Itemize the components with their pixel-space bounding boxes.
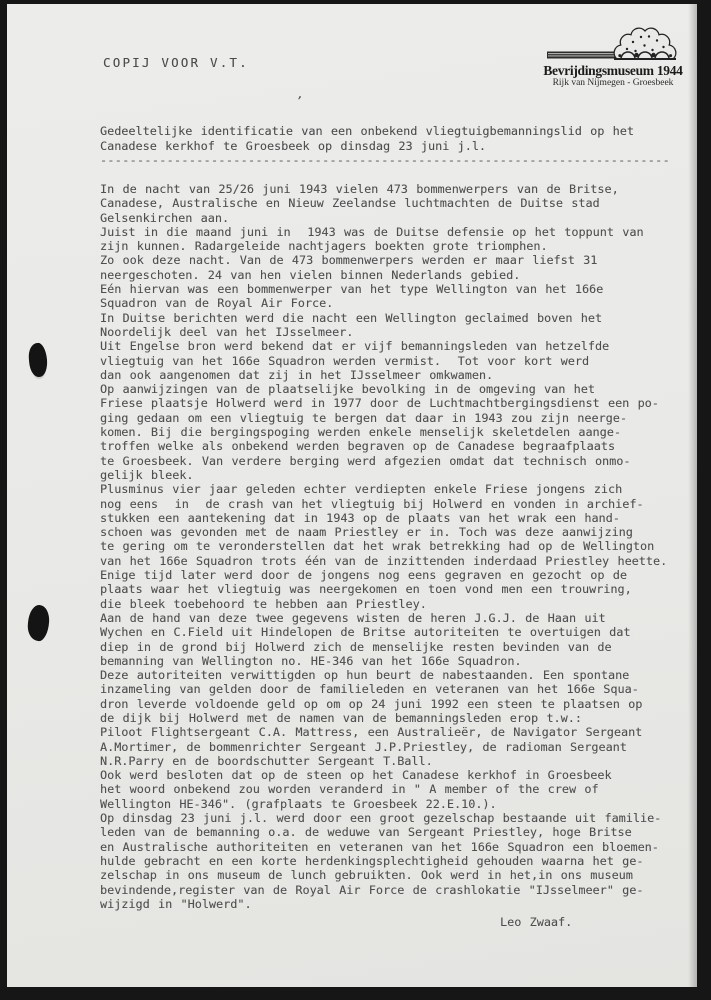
body-text-line: zijn kunnen. Radargeleide nachtjagers boekten grote triomphen. — [100, 239, 548, 254]
body-text-line: hulde gebracht en een korte herdenkingsplechtigheid gehouden waarna het ge- — [100, 853, 644, 868]
body-text-line: Eén hiervan was een bommenwerper van het type Wellington van het 166e — [100, 282, 604, 297]
body-text-line: Plusminus vier jaar geleden echter verdiepten enkele Friese jongens zich — [100, 482, 623, 497]
body-text-line: vliegtuig van het 166e Squadron werden vermist. Tot voor kort werd — [100, 353, 590, 368]
body-text-line: inzameling van gelden door de familieleden en veteranen van het 166e Squa- — [100, 682, 639, 697]
body-text-line: leden van de bemanning o.a. de weduwe van Sergeant Priestley, hoge Britse — [100, 825, 632, 840]
body-text-line: Wellington HE-346". (grafplaats te Groesbeek 22.E.10.). — [100, 796, 497, 811]
document-title-line-1: Gedeeltelijke identificatie van een onbekend vliegtuigbemanningslid op het — [100, 124, 634, 138]
museum-logo — [543, 24, 683, 89]
body-text-line: bemanning van Wellington no. HE-346 van het 166e Squadron. — [100, 653, 522, 668]
body-text-line: neergeschoten. 24 van hen vielen binnen Nederlands gebied. — [100, 267, 521, 282]
body-text-line: Enige tijd later werd door de jongens nog eens gegraven en gezocht op de — [100, 568, 627, 583]
body-text-line: In Duitse berichten werd die nacht een Wellington geclaimed boven het — [100, 310, 603, 325]
body-text-line: gelijk bleek. — [100, 467, 194, 482]
body-text-line: zelschap in ons museum de lunch gebruikten. Ook werd in het,in ons museum — [100, 868, 633, 883]
body-text-line: die bleek toebehoord te hebben aan Priestley. — [100, 596, 427, 611]
body-text-line: Wychen en C.Field uit Hindelopen de Britse autoriteiten te overtuigen dat — [100, 625, 631, 640]
stray-pen-mark: ’ — [293, 93, 304, 109]
museum-dome-icon — [547, 24, 679, 64]
punch-hole-top — [28, 342, 49, 377]
body-text-line: nog eens in de crash van het vliegtuig bij Holwerd en vonden in archief- — [100, 496, 644, 511]
document-title — [100, 124, 670, 167]
body-text-line: Piloot Flightsergeant C.A. Mattress, een Australieër, de Navigator Sergeant — [100, 725, 643, 740]
body-text-line: het woord onbekend zou worden veranderd in " A member of the crew of — [100, 782, 599, 797]
body-text-line: ging gedaan om een vliegtuig te bergen dat daar in 1943 zou zijn neerge- — [100, 410, 627, 425]
museum-logo-title: Bevrijdingsmuseum 1944 — [543, 63, 683, 78]
body-text-line: wijzigd in "Holwerd". — [100, 896, 252, 911]
body-text-line: bevindende,register van de Royal Air Force de crashlokatie "IJsselmeer" ge- — [100, 882, 644, 897]
body-text-line: stukken een aantekening dat in 1943 op de plaats van het wrak een hand- — [100, 510, 620, 525]
body-text-line: te Groesbeek. Van verdere berging werd afgezien omdat dat technisch onmo- — [100, 453, 631, 468]
document-title-line-2: Canadese kerkhof te Groesbeek op dinsdag 23 juni j.l. — [100, 138, 487, 153]
document-body — [100, 182, 667, 911]
body-text-line: Canadese, Australische en Nieuw Zeelandse luchtmachten de Duitse stad — [100, 196, 600, 211]
body-text-line: In de nacht van 25/26 juni 1943 vielen 473 bommenwerpers van de Britse, — [100, 182, 619, 196]
body-text-line: Gelsenkirchen aan. — [100, 210, 230, 225]
body-text-line: dron leverde voldoende geld op om op 24 juni 1992 een steen te plaatsen op — [100, 696, 643, 711]
paper-sheet — [7, 4, 697, 987]
body-text-line: dan ook aangenomen dat zij in het IJsselmeer omkwamen. — [100, 367, 494, 382]
body-text-line: troffen welke als onbekend werden begraven op de Canadese begraafplaats — [100, 439, 616, 454]
body-text-line: Deze autoriteiten verwittigden op hun beurt de nabestaanden. Een spontane — [100, 668, 630, 683]
body-text-line: N.R.Parry en de boordschutter Sergeant T.Ball. — [100, 753, 433, 768]
signature: Leo Zwaaf. — [500, 915, 573, 929]
dashed-underline: ----------------------------------------------------------------------------- — [100, 153, 670, 168]
body-text-line: schoen was gevonden met de naam Priestley er in. Toch was deze aanwijzing — [100, 525, 633, 540]
body-text-line: Friese plaatsje Holwerd werd in 1977 door de Luchtmachtbergingsdienst een po- — [100, 396, 659, 411]
copy-for-label: COPIJ VOOR V.T. — [103, 55, 249, 70]
paper-edge-shadow — [688, 4, 697, 987]
body-text-line: Zo ook deze nacht. Van de 473 bommenwerpers werden er maar liefst 31 — [100, 253, 598, 268]
body-text-line: diep in de grond bij Holwerd zich de menselijke resten bevinden van de — [100, 639, 612, 654]
body-text-line: en Australische authoriteiten en veteranen van het 166e Squadron een bloemen- — [100, 839, 659, 854]
body-text-line: van het 166e Squadron trots één van de inzittenden inderdaad Priestley heette. — [100, 553, 668, 568]
body-text-line: Juist in die maand juni in 1943 was de Duitse defensie op het toppunt van — [100, 224, 644, 239]
punch-hole-bottom — [27, 604, 50, 641]
body-text-line: komen. Bij die bergingspoging werden enkele menselijk skeletdelen aange- — [100, 425, 621, 440]
body-text-line: Noordelijk deel van het IJsselmeer. — [100, 324, 354, 339]
body-text-line: Op aanwijzingen van de plaatselijke bevolking in de omgeving van het — [100, 382, 595, 397]
body-text-line: plaats waar het vliegtuig was neergekomen en toen vond men een trouwring, — [100, 582, 632, 597]
body-text-line: Op dinsdag 23 juni j.l. werd door een groot gezelschap bestaande uit familie- — [100, 811, 662, 826]
body-text-line: Ook werd besloten dat op de steen op het Canadese kerkhof in Groesbeek — [100, 768, 612, 783]
museum-logo-subtitle: Rijk van Nijmegen - Groesbeek — [552, 78, 674, 88]
body-text-line: A.Mortimer, de bommenrichter Sergeant J.P.Priestley, de radioman Sergeant — [100, 739, 627, 754]
body-text-line: Aan de hand van deze twee gegevens wisten de heren J.G.J. de Haan uit — [100, 610, 606, 625]
body-text-line: de dijk bij Holwerd met de namen van de bemanningsleden erop t.w.: — [100, 710, 582, 725]
body-text-line: Squadron van de Royal Air Force. — [100, 296, 334, 311]
body-text-line: Uit Engelse bron werd bekend dat er vijf bemanningsleden van hetzelfde — [100, 339, 610, 354]
body-text-line: te gering om te veronderstellen dat het wrak betrekking had op de Wellington — [100, 539, 655, 554]
